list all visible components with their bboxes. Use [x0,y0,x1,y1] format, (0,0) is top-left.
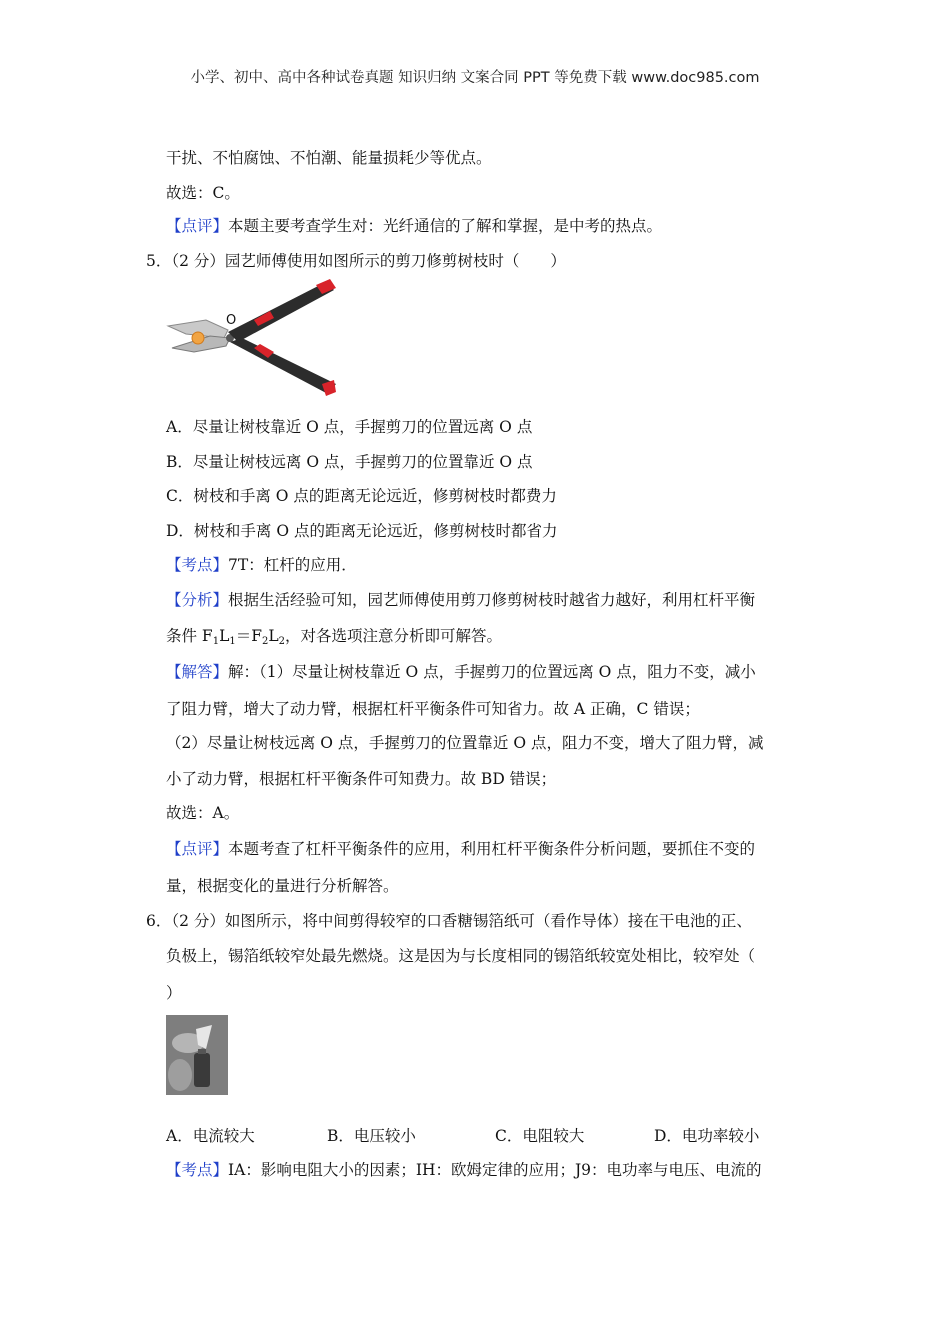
tinfoil-battery-photo [166,1015,228,1095]
review-tag: 【点评】 [166,840,229,858]
pruning-shears-figure [166,276,338,400]
q6-option-d: D．电功率较小 [654,1127,760,1145]
q5-kaodian: 【考点】7T：杠杆的应用． [166,556,357,574]
q5-option-b: B．尽量让树枝远离 O 点，手握剪刀的位置靠近 O 点 [166,453,533,471]
pivot-label: O [226,313,237,328]
q6-stem-line1: 6．（2 分）如图所示，将中间剪得较窄的口香糖锡箔纸可（看作导体）接在干电池的正、 [146,912,752,930]
lower-handle [230,338,336,394]
q5-option-c: C．树枝和手离 O 点的距离无论远近，修剪树枝时都费力 [166,487,557,505]
q6-option-a: A．电流较大 [166,1127,255,1145]
battery-terminal [198,1049,206,1054]
q5-option-a: A．尽量让树枝靠近 O 点，手握剪刀的位置远离 O 点 [166,418,533,436]
q5-jieda-line3: （2）尽量让树枝远离 O 点，手握剪刀的位置靠近 O 点，阻力不变，增大了阻力臂，减 [166,734,764,752]
upper-handle [228,282,334,342]
q5-jieda-line1: 【解答】解：（1）尽量让树枝靠近 O 点，手握剪刀的位置远离 O 点，阻力不变，减小 [166,663,756,681]
q5-fenxi-line2: 条件 $F_1L_1=F_2L_2$，对各选项注意分析即可解答。 [166,627,503,647]
q5-fenxi-line1: 【分析】根据生活经验可知，园艺师傅使用剪刀修剪树枝时越省力越好，利用杠杆平衡 [166,591,756,609]
q5-review-line1: 【点评】本题考查了杠杆平衡条件的应用，利用杠杆平衡条件分析问题，要抓住不变的 [166,840,756,858]
page-header: 小学、初中、高中各种试卷真题 知识归纳 文案合同 PPT 等免费下载 www.doc985.com [190,70,760,86]
q5-review-line2: 量，根据变化的量进行分析解答。 [166,877,399,895]
review-tag: 【点评】 [166,217,229,235]
q5-jieda-line2: 了阻力臂，增大了动力臂，根据杠杆平衡条件可知省力。故 A 正确，C 错误； [166,700,700,718]
jieda-tag: 【解答】 [166,663,229,681]
q4-answer: 故选：C。 [166,184,240,202]
q6-kaodian: 【考点】IA：影响电阻大小的因素；IH：欧姆定律的应用；J9：电功率与电压、电流的 [166,1161,762,1179]
q4-continuation: 干扰、不怕腐蚀、不怕潮、能量损耗少等优点。 [166,149,492,167]
q5-stem: 5．（2 分）园艺师傅使用如图所示的剪刀修剪树枝时（ ） [146,252,566,270]
q6-stem-line2: 负极上，锡箔纸较窄处最先燃烧。这是因为与长度相同的锡箔纸较宽处相比，较窄处（ [166,947,756,965]
q6-option-b: B．电压较小 [327,1127,416,1145]
q6-option-c: C．电阻较大 [495,1127,585,1145]
battery [194,1053,210,1087]
kaodian-tag: 【考点】 [166,556,229,574]
kaodian-tag: 【考点】 [166,1161,229,1179]
hand [168,1059,192,1091]
q6-stem-line3: ） [166,984,182,1002]
branch-marker [192,332,204,344]
q5-answer: 故选：A。 [166,804,240,822]
q4-review: 【点评】本题主要考查学生对：光纤通信的了解和掌握，是中考的热点。 [166,217,663,235]
q5-option-d: D．树枝和手离 O 点的距离无论远近，修剪树枝时都省力 [166,522,558,540]
q5-jieda-line4: 小了动力臂，根据杠杆平衡条件可知费力。故 BD 错误； [166,770,557,788]
fenxi-tag: 【分析】 [166,591,229,609]
